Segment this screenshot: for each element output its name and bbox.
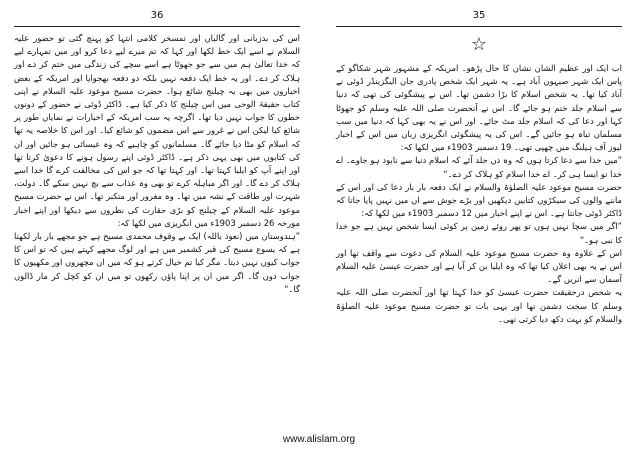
website-footer: www.alislam.org bbox=[282, 434, 356, 445]
right-page bbox=[336, 10, 622, 430]
left-page bbox=[14, 10, 300, 430]
paragraph: اب ایک اور عظیم الشان نشان کا حال پڑھو۔ امریکہ کے مشہور شہر شکاگو کے پاس ایک شہر صیہون آباد ہے۔ یہ شہر ایک شخص پادری جان الیگزینڈر ڈوئی نے آباد کیا تھا۔ یہ شخص اسلام کا بڑا دشمن تھا۔ اس نے پیشگوئی کی تھی کہ دنیا سے اسلام جلد ختم ہو جائے گا۔ اس نے آنحضرت صلی اللہ علیہ وسلم کو جھوٹا کہا اور دعا کی کہ اسلام جلد مٹ جائے۔ اور اس نے یہ بھی کہا کہ دنیا میں سب مسلمان تباہ ہو جائیں گے۔ اس کی یہ پیشگوئی انگریزی زبان میں اس کے اخبار لیوز آف ہیلنگ میں چھپی تھی۔ 19 دسمبر 1903ء میں لکھا کہ: bbox=[336, 63, 622, 153]
quote-paragraph: ”ہندوستان میں (نعوذ باللہ) ایک بے وقوف محمدی مسیح ہے جو مجھے بار بار لکھتا ہے کہ یسوع مسیح کی قبر کشمیر میں ہے اور لوگ مجھے کہتے ہیں کہ تو اس کا جواب کیوں نہیں دیتا۔ مگر کیا تم خیال کرتے ہو کہ میں ان مچھروں اور مکھیوں کا جواب دوں گا۔ اگر میں ان پر اپنا پاؤں رکھوں تو میں ان کو کچل کر مار ڈالوں گا۔“ bbox=[14, 231, 300, 294]
right-page-body bbox=[336, 62, 622, 326]
quote-paragraph: ”میں خدا سے دعا کرتا ہوں کہ وہ دن جلد آئے کہ اسلام دنیا سے نابود ہو جاوے۔ اے خدا تو ایسا ہی کر۔ اے خدا اسلام کو ہلاک کر دے۔“ bbox=[336, 155, 622, 179]
paragraph: یہ شخص درحقیقت حضرت عیسیٰ کو خدا کہتا تھا اور آنحضرت صلی اللہ علیہ وسلم کا سخت دشمن تھا اور یہی بات تو حضرت مسیح موعود علیہ الصلوٰۃ والسلام کو بہت دکھ دیا کرتی تھی۔ bbox=[336, 287, 622, 324]
header-rule bbox=[336, 26, 622, 27]
page-number: 35 bbox=[472, 10, 486, 21]
paragraph: اس کی بدزبانی اور گالیاں اور تمسخر کلامی انتہا کو پہنچ گئی تو حضور علیہ السلام نے اسے ایک خط لکھا اور کہا کہ تم میرے لیے دعا کرو اور میں تمہارے لیے کہ خدا تعالیٰ ہم میں سے جو جھوٹا ہے اسے سچے کی زندگی میں ختم کر دے اور ہلاک کر دے۔ اور یہ خط ایک دفعہ نہیں بلکہ دو دفعہ بھجوایا اور امریکہ کے بعض اخباروں میں بھی یہ چیلنج شائع ہوا۔ حضرت مسیح موعود علیہ السلام نے اپنی کتاب حقیقۃ الوحی میں اس چیلنج کا ذکر کیا ہے۔ ڈاکٹر ڈوئی نے حضور کے دونوں خطوں کا جواب نہیں دیا تھا۔ اگرچہ یہ سب امریکہ کے اخبارات نے نمایاں طور پر شائع کیا لیکن اس نے غرور سے اس مضمون کو شائع کیا۔ اور اس کا خلاصہ یہ تھا کہ اسلام کو مٹا دیا جائے گا۔ مسلمانوں کو چاہیے کہ وہ عیسائی ہو جائیں اور ان کی کتابوں میں بھی یہی ذکر ہے۔ ڈاکٹر ڈوئی اپنے رسول ہونے کا دعویٰ کرتا تھا اور اپنے آپ کو ایلیا کہتا تھا۔ اور کہتا تھا کہ جو اس کی مخالفت کرے گا خدا اسے ہلاک کر دے گا۔ اور اگر مباہلہ کرے تو بھی وہ عذاب سے بچ نہیں سکے گا۔ دولت، شہرت اور طاقت کے نشہ میں تھا۔ وہ مغرور اور متکبر تھا۔ اس نے حضرت مسیح موعود علیہ السلام کے چیلنج کو بڑی حقارت کی نظروں سے دیکھا اور اپنے اخبار مورخہ 26 دسمبر 1903ء میں انگریزی میں لکھا کہ: bbox=[14, 33, 300, 228]
paragraph: اس کے علاوہ وہ حضرت مسیح موعود علیہ السلام کی دعوت سے واقف تھا اور اس نے یہ بھی اعلان کیا تھا کہ وہ ایلیا بن کر آیا ہے اور حضرت عیسیٰ علیہ السلام آسمان سے اتریں گے۔ bbox=[336, 247, 622, 285]
paragraph: حضرت مسیح موعود علیہ الصلوٰۃ والسلام نے ایک دفعہ بار بار دعا کی اور اس کے ماننے والوں کی سیکڑوں کتابیں دیکھیں اور بڑے جوش سے ان میں نہیں پایا جاتا کہ ڈاکٹر ڈوئی جانتا ہے۔ اس نے اپنے اخبار میں 12 دسمبر 1903ء میں لکھا کہ: bbox=[336, 181, 622, 219]
left-page-body bbox=[14, 32, 300, 296]
header-rule bbox=[14, 26, 300, 27]
star-icon: ☆ bbox=[470, 34, 488, 55]
page-number: 36 bbox=[150, 10, 164, 21]
quote-paragraph: ”اگر میں سچا نہیں ہوں تو پھر روئے زمین پر کوئی ایسا شخص نہیں ہے جو خدا کا نبی ہو۔“ bbox=[336, 221, 622, 245]
